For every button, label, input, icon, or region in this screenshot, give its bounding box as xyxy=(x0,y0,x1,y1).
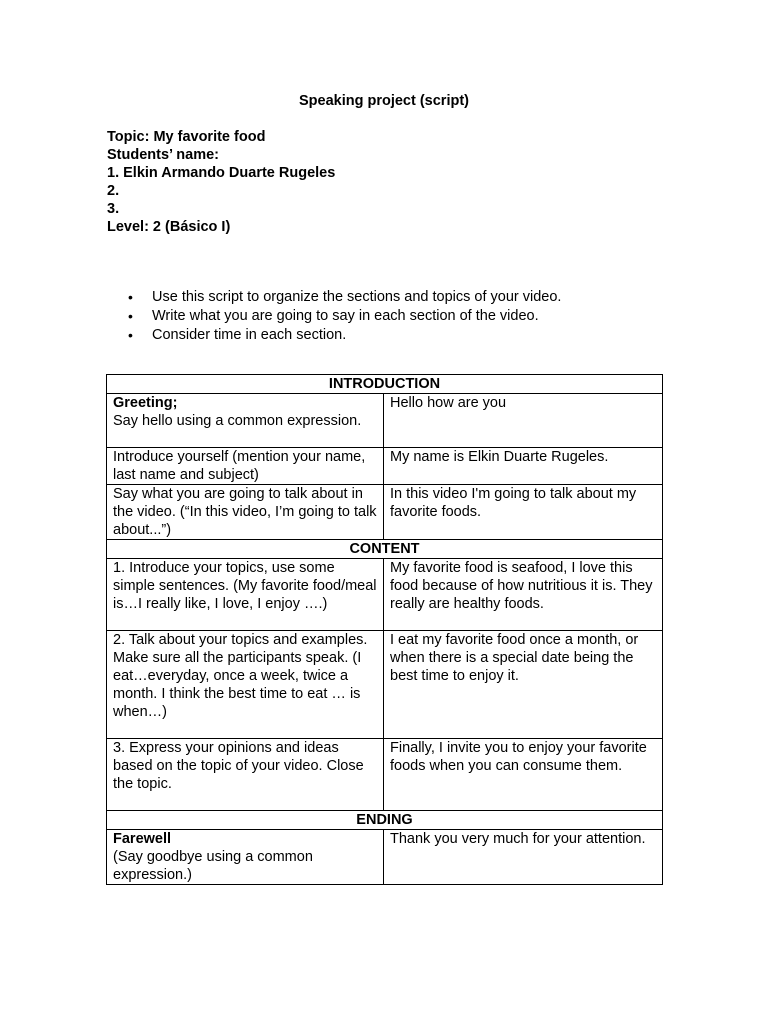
instruction-list xyxy=(128,288,561,345)
content-item-1-prompt: 1. Introduce your topics, use some simple sentences. (My favorite food/meal is…I really like, I love, I enjoy ….) xyxy=(107,559,384,631)
content-item-3-answer: Finally, I invite you to enjoy your favorite foods when you can consume them. xyxy=(384,739,663,811)
farewell-answer: Thank you very much for your attention. xyxy=(384,830,663,885)
table-row xyxy=(107,739,663,811)
content-header: CONTENT xyxy=(107,540,663,559)
content-item-2-answer: I eat my favorite food once a month, or when there is a special date being the best time to enjoy it. xyxy=(384,631,663,739)
students-label: Students’ name: xyxy=(107,147,219,163)
table-row xyxy=(107,631,663,739)
farewell-title: Farewell xyxy=(113,831,172,847)
introduce-yourself-prompt: Introduce yourself (mention your name, last name and subject) xyxy=(107,448,384,485)
topic-line: Topic: My favorite food xyxy=(107,129,266,145)
student-1: 1. Elkin Armando Duarte Rugeles xyxy=(107,165,336,181)
farewell-prompt-cell xyxy=(107,830,384,885)
content-item-1-answer: My favorite food is seafood, I love this food because of how nutritious it is. They really are healthy foods. xyxy=(384,559,663,631)
instruction-item xyxy=(128,288,561,307)
level-line: Level: 2 (Básico I) xyxy=(107,219,231,235)
document-title: Speaking project (script) xyxy=(298,93,469,109)
bullet-icon: • xyxy=(128,308,133,324)
instruction-text: Use this script to organize the sections and topics of your video. xyxy=(152,289,562,305)
greeting-prompt-cell xyxy=(107,394,384,448)
ending-header: ENDING xyxy=(107,811,663,830)
instruction-item xyxy=(128,326,561,345)
table-row xyxy=(107,485,663,540)
farewell-description: (Say goodbye using a common expression.) xyxy=(113,849,313,883)
table-row xyxy=(107,448,663,485)
instruction-text: Write what you are going to say in each section of the video. xyxy=(152,308,539,324)
table-row xyxy=(107,540,663,559)
talk-about-prompt: Say what you are going to talk about in the video. (“In this video, I’m going to talk about...”) xyxy=(107,485,384,540)
bullet-icon: • xyxy=(128,289,133,305)
table-row xyxy=(107,559,663,631)
table-row xyxy=(107,811,663,830)
talk-about-answer: In this video I'm going to talk about my favorite foods. xyxy=(384,485,663,540)
student-info xyxy=(107,128,335,236)
greeting-title: Greeting; xyxy=(113,395,178,411)
table-row xyxy=(107,830,663,885)
bullet-icon: • xyxy=(128,327,133,343)
script-table xyxy=(106,374,663,885)
table-row xyxy=(107,375,663,394)
table-row xyxy=(107,394,663,448)
greeting-description: Say hello using a common expression. xyxy=(113,413,362,429)
instruction-text: Consider time in each section. xyxy=(152,327,347,343)
introduce-yourself-answer: My name is Elkin Duarte Rugeles. xyxy=(384,448,663,485)
content-item-3-prompt: 3. Express your opinions and ideas based on the topic of your video. Close the topic. xyxy=(107,739,384,811)
introduction-header: INTRODUCTION xyxy=(107,375,663,394)
student-3: 3. xyxy=(107,201,120,217)
student-2: 2. xyxy=(107,183,120,199)
content-item-2-prompt: 2. Talk about your topics and examples. Make sure all the participants speak. (I eat…everyday, once a week, twice a month. I think the best time to eat … is when…) xyxy=(107,631,384,739)
instruction-item xyxy=(128,307,561,326)
greeting-answer: Hello how are you xyxy=(384,394,663,448)
